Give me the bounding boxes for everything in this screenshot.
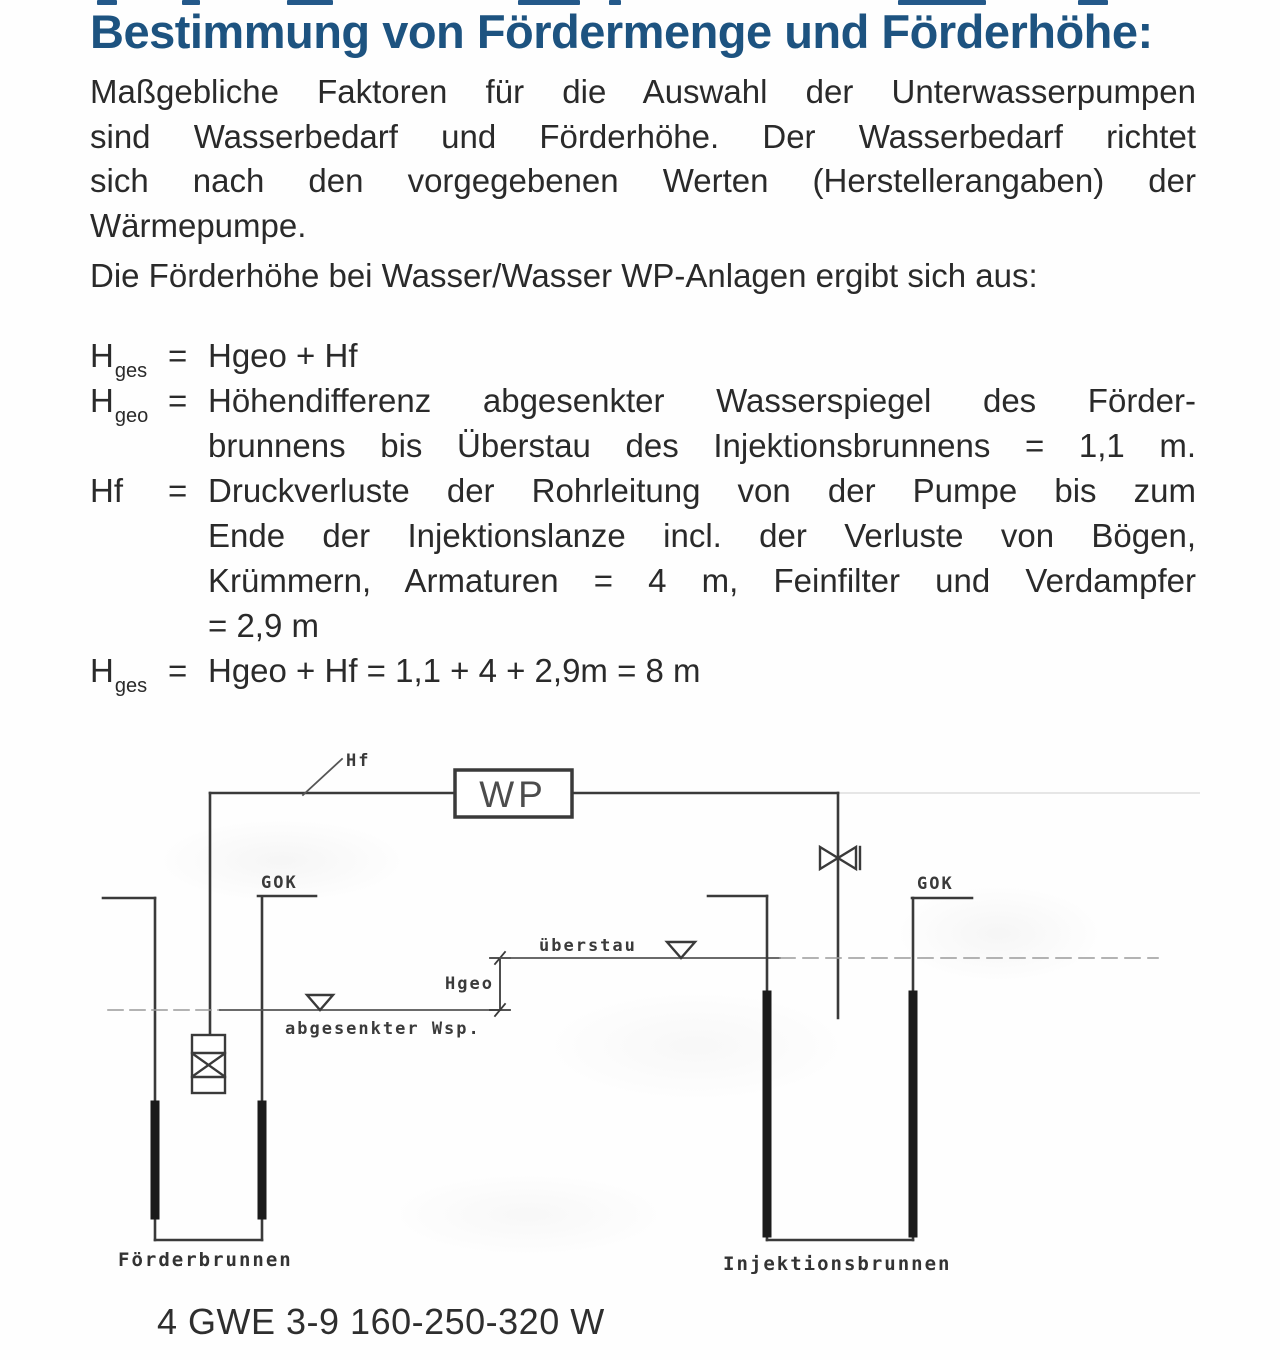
ueberstau-label: überstau — [539, 936, 637, 956]
formula-text: Hgeo + Hf — [208, 337, 358, 374]
equals-sign: = — [168, 472, 188, 509]
paragraph-line: sind Wasserbedarf und Förderhöhe. Der Wasserbedarf richtet — [90, 117, 1196, 155]
formula-row — [90, 382, 1196, 427]
formula-block — [90, 337, 1196, 697]
formula-row — [90, 652, 1196, 697]
formula-text: brunnens bis Überstau des Injektionsbrunnens = 1,1 m. — [208, 427, 1196, 464]
injektionsbrunnen-label: Injektionsbrunnen — [723, 1253, 952, 1275]
schematic-svg — [80, 737, 1200, 1299]
page-title: Bestimmung von Fördermenge und Förderhöhe: — [90, 5, 1153, 58]
abgesenkter-wsp-label: abgesenkter Wsp. — [285, 1019, 481, 1039]
formula-row — [90, 517, 1196, 562]
equals-sign: = — [168, 337, 188, 374]
formula-term: Hf — [90, 472, 123, 509]
formula-text: Ende der Injektionslanze incl. der Verluste von Bögen, — [208, 517, 1196, 554]
formula-text: Höhendifferenz abgesenkter Wasserspiegel des Förder- — [208, 382, 1196, 419]
formula-text: Hgeo + Hf = 1,1 + 4 + 2,9m = 8 m — [208, 652, 701, 689]
equals-sign: = — [168, 382, 188, 419]
hgeo-label: Hgeo — [445, 974, 494, 994]
gok-left-label: GOK — [261, 873, 298, 893]
formula-row — [90, 562, 1196, 607]
paragraph-line: sich nach den vorgegebenen Werten (Herstellerangaben) der — [90, 162, 1196, 199]
formula-text: Druckverluste der Rohrleitung von der Pumpe bis zum — [208, 472, 1196, 509]
formula-row — [90, 427, 1196, 472]
wp-label: WP — [479, 774, 547, 815]
well-schematic-diagram — [80, 737, 1200, 1299]
formula-text: Krümmern, Armaturen = 4 m, Feinfilter und Verdampfer — [208, 562, 1196, 599]
formula-term: $H_{ges}$ — [90, 652, 148, 697]
formula-term: $H_{ges}$ — [90, 337, 148, 382]
gok-right-label: GOK — [917, 874, 954, 894]
figure-caption: 4 GWE 3-9 160-250-320 W — [157, 1301, 605, 1342]
paragraph-line: Wärmepumpe. — [90, 206, 307, 244]
hf-leader-line — [303, 759, 342, 795]
lead-in-sentence: Die Förderhöhe bei Wasser/Wasser WP-Anlagen ergibt sich aus: — [90, 257, 1038, 294]
equals-sign: = — [168, 652, 188, 689]
hf-label: Hf — [346, 751, 371, 771]
formula-row — [90, 607, 1196, 652]
injection-well — [708, 896, 972, 1240]
submersible-pump-icon — [192, 1035, 225, 1093]
valve-icon — [820, 847, 860, 869]
water-level-triangle-icon — [307, 995, 333, 1010]
formula-row — [90, 472, 1196, 517]
paragraph-line: Maßgebliche Faktoren für die Auswahl der Unterwasserpumpen — [90, 73, 1196, 110]
formula-text: = 2,9 m — [208, 607, 319, 644]
water-level-triangle-icon — [667, 942, 695, 958]
formula-term: $H_{geo}$ — [90, 382, 149, 427]
foerderbrunnen-label: Förderbrunnen — [118, 1249, 293, 1271]
formula-row — [90, 337, 1196, 382]
intro-paragraph — [90, 70, 1196, 248]
